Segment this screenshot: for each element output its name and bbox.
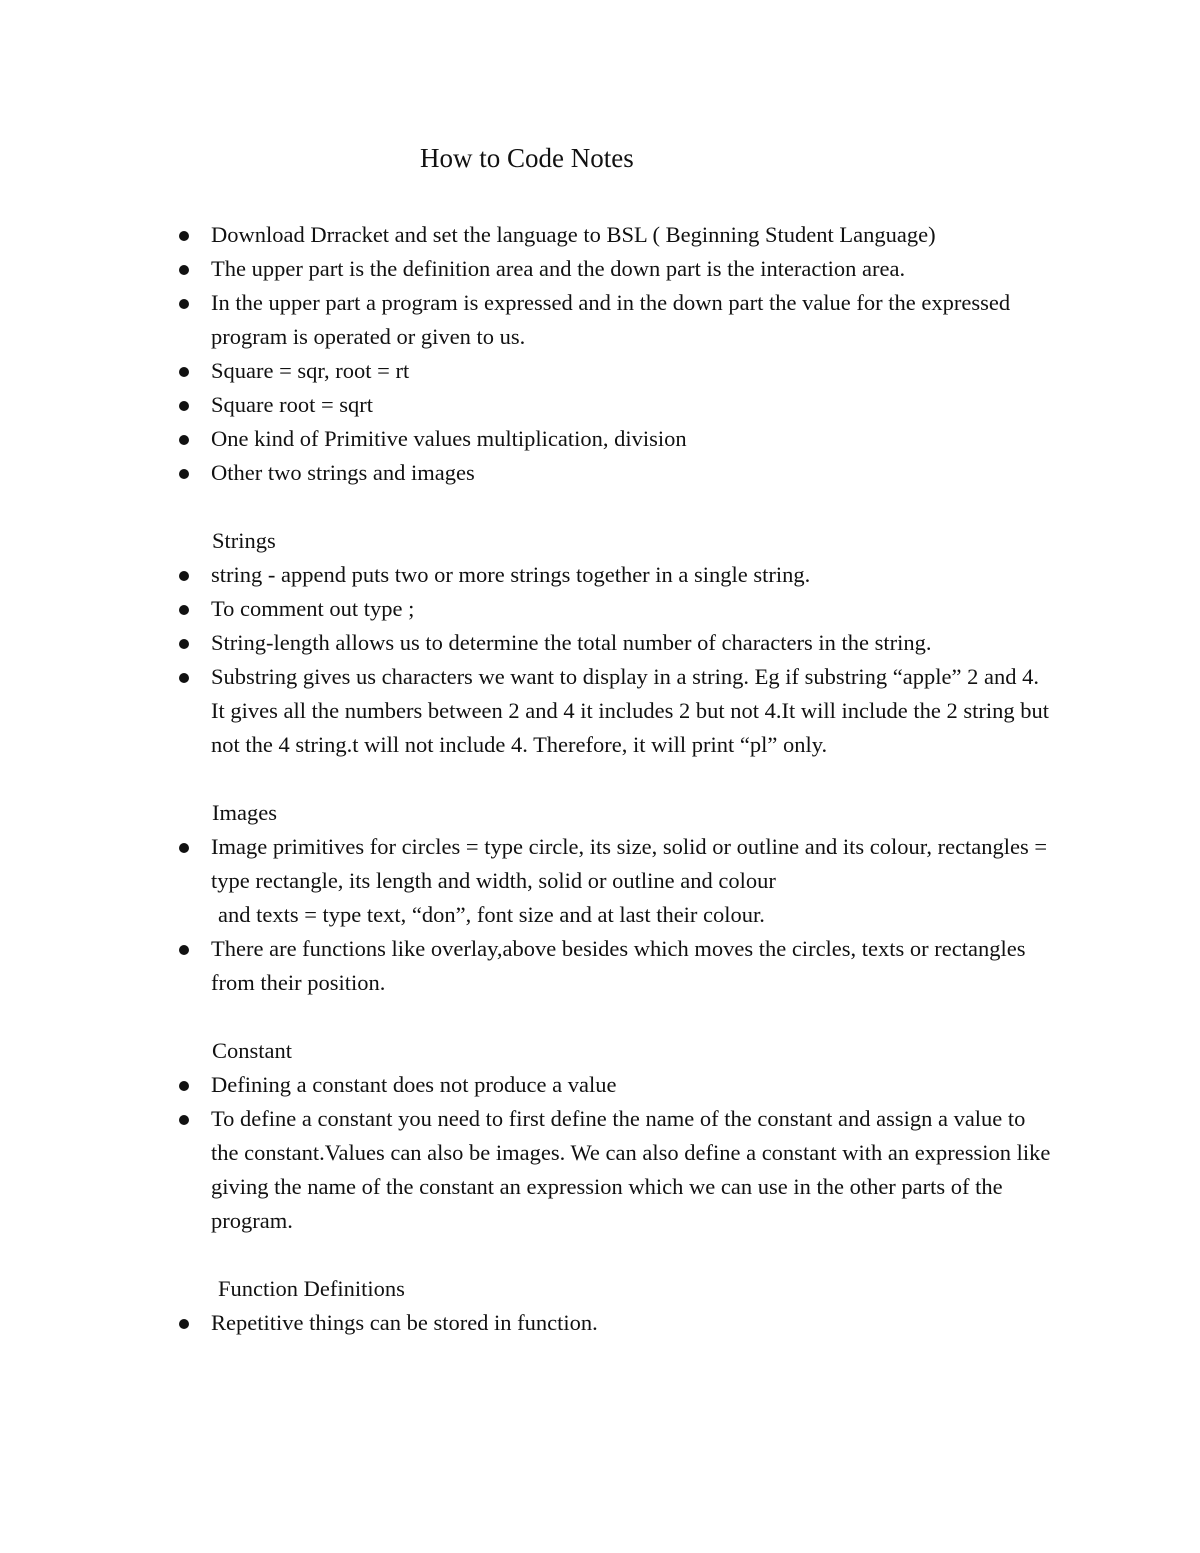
- bullet-icon: [179, 605, 189, 615]
- list-item-text: Defining a constant does not produce a value: [211, 1072, 617, 1097]
- list-item-text: Download Drracket and set the language to BSL ( Beginning Student Language): [211, 222, 936, 247]
- bullet-icon: [179, 435, 189, 445]
- list-item: [0, 1102, 1056, 1238]
- list-item-text: String-length allows us to determine the total number of characters in the string.: [211, 630, 932, 655]
- function-definitions-list: [0, 1306, 1200, 1340]
- bullet-icon: [179, 571, 189, 581]
- list-item-text: Substring gives us characters we want to display in a string. Eg if substring “apple” 2 and 4. It gives all the numbers between 2 and 4 it includes 2 but not 4.It will include the 2 string but not the 4 string.t will not include 4. Therefore, it will print “pl” only.: [211, 664, 1049, 757]
- bullet-icon: [179, 1319, 189, 1329]
- bullet-icon: [179, 469, 189, 479]
- strings-heading: Strings: [212, 528, 276, 553]
- list-item-text: Square = sqr, root = rt: [211, 358, 410, 383]
- constant-heading: Constant: [212, 1038, 293, 1063]
- list-item-text: To define a constant you need to first define the name of the constant and assign a value to the constant.Values can also be images. We can also define a constant with an expression like giving the name of the constant an expression which we can use in the other parts of the program.: [211, 1106, 1051, 1233]
- list-item: [0, 1068, 1056, 1102]
- list-item-text: Repetitive things can be stored in function.: [211, 1310, 598, 1335]
- list-item-text: There are functions like overlay,above besides which moves the circles, texts or rectangles from their position.: [211, 936, 1026, 995]
- list-item: [0, 354, 1056, 388]
- list-item-text: Other two strings and images: [211, 460, 475, 485]
- list-item-text: In the upper part a program is expressed and in the down part the value for the expressed program is operated or given to us.: [211, 290, 1011, 349]
- list-item: [0, 592, 1056, 626]
- list-item: [0, 218, 1056, 252]
- list-item: [0, 558, 1056, 592]
- bullet-icon: [179, 1081, 189, 1091]
- bullet-icon: [179, 639, 189, 649]
- bullet-icon: [179, 265, 189, 275]
- list-item-text: The upper part is the definition area and the down part is the interaction area.: [211, 256, 906, 281]
- list-item: [0, 252, 1056, 286]
- images-heading: Images: [212, 800, 277, 825]
- bullet-icon: [179, 945, 189, 955]
- list-item-text: To comment out type ;: [211, 596, 415, 621]
- list-item: [0, 1306, 1056, 1340]
- constant-list: [0, 1068, 1200, 1238]
- list-item: [0, 932, 1056, 1000]
- list-item-text: Image primitives for circles = type circle, its size, solid or outline and its colour, rectangles = type rectangle, its length and width, solid or outline and colour: [211, 834, 1048, 893]
- list-item: [0, 830, 1056, 932]
- list-item: [0, 456, 1056, 490]
- intro-list: [0, 218, 1200, 490]
- list-item: [0, 660, 1056, 762]
- bullet-icon: [179, 843, 189, 853]
- bullet-icon: [179, 401, 189, 411]
- list-item: [0, 286, 1056, 354]
- page-title: How to Code Notes: [420, 143, 634, 173]
- list-item: [0, 626, 1056, 660]
- list-item: [0, 422, 1056, 456]
- bullet-icon: [179, 299, 189, 309]
- images-list: [0, 830, 1200, 1000]
- list-item-continuation: and texts = type text, “don”, font size and at last their colour.: [218, 902, 765, 927]
- list-item-text: Square root = sqrt: [211, 392, 374, 417]
- bullet-icon: [179, 231, 189, 241]
- document-body: [0, 218, 1200, 1340]
- list-item-text: One kind of Primitive values multiplication, division: [211, 426, 687, 451]
- bullet-icon: [179, 673, 189, 683]
- list-item-text: string - append puts two or more strings together in a single string.: [211, 562, 811, 587]
- bullet-icon: [179, 1115, 189, 1125]
- function-definitions-heading: Function Definitions: [218, 1276, 405, 1301]
- list-item: [0, 388, 1056, 422]
- bullet-icon: [179, 367, 189, 377]
- strings-list: [0, 558, 1200, 762]
